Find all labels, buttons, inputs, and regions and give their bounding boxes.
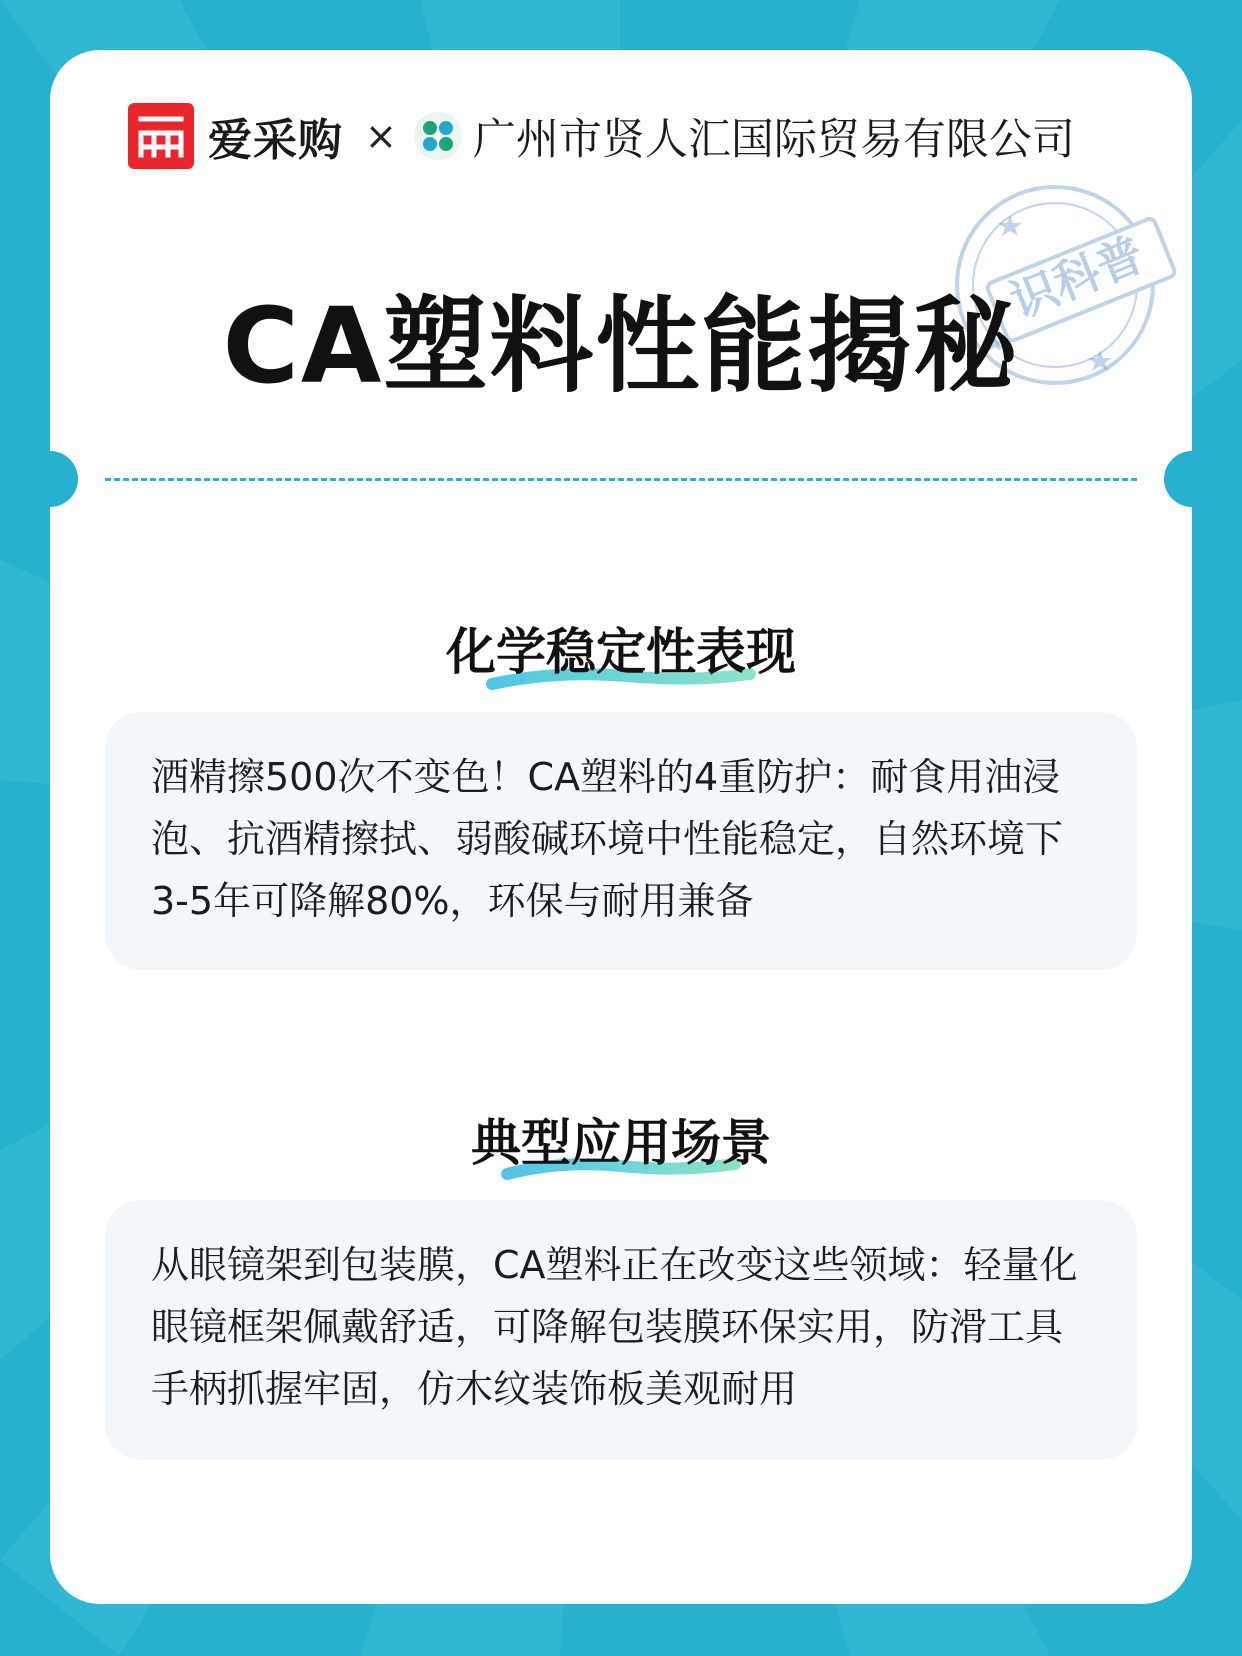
section-heading-applications: 典型应用场景 — [471, 1114, 771, 1172]
stamp-text: 识科普 — [1003, 227, 1151, 328]
section-heading-wrap — [0, 612, 1242, 684]
page-title: CA塑料性能揭秘 — [222, 285, 1020, 407]
section-heading-wrap — [0, 1103, 1242, 1175]
brand-header — [128, 102, 1075, 170]
aicaigou-logo-icon — [128, 103, 194, 169]
section-heading-chemical-stability: 化学稳定性表现 — [446, 623, 796, 681]
section-body-applications: 从眼镜架到包装膜，CA塑料正在改变这些领域：轻量化眼镜框架佩戴舒适，可降解包装膜环保实用，防滑工具手柄抓握牢固，仿木纹装饰板美观耐用 — [151, 1243, 1078, 1411]
times-separator-icon: × — [365, 114, 397, 158]
text-box-chemical-stability — [105, 712, 1137, 970]
partner-company-name: 广州市贤人汇国际贸易有限公司 — [472, 114, 1075, 165]
brand-name: 爱采购 — [208, 115, 343, 166]
text-box-applications — [105, 1200, 1137, 1460]
section-body-chemical-stability: 酒精擦500次不变色！CA塑料的4重防护：耐食用油浸泡、抗酒精擦拭、弱酸碱环境中性能稳定，自然环境下3-5年可降解80%，环保与耐用兼备 — [151, 755, 1064, 923]
dashed-divider — [105, 478, 1137, 481]
ticket-notch-right — [1164, 451, 1220, 507]
partner-logo-icon — [413, 111, 463, 161]
ticket-notch-left — [22, 451, 78, 507]
